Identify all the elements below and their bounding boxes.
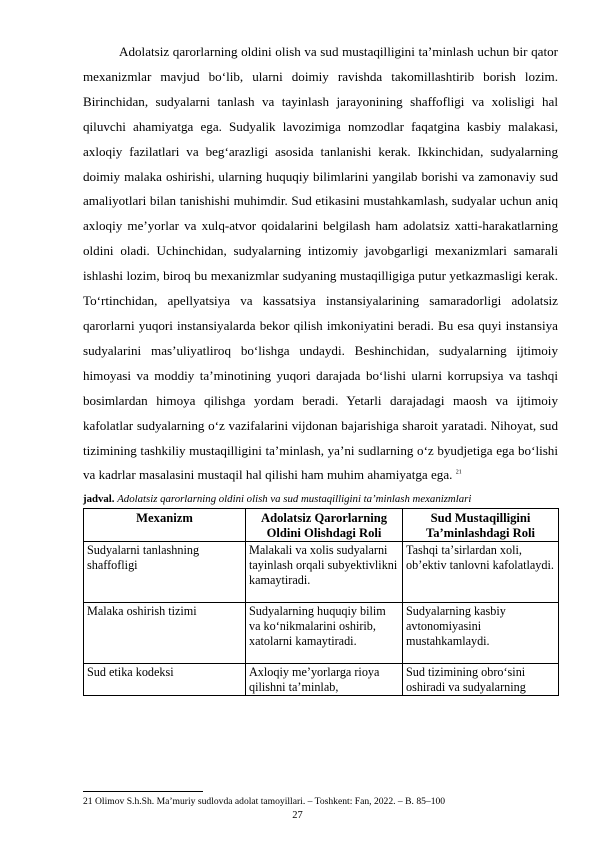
table-row bbox=[84, 664, 559, 696]
table-cell: Sudyalarning huquqiy bilim va koʻnikmalarini oshirib, xatolarni kamaytiradi. bbox=[246, 603, 403, 664]
table-cell: Sudyalarni tanlashning shaffofligi bbox=[84, 542, 246, 603]
footnote-reference: 21 bbox=[455, 470, 462, 477]
body-paragraph bbox=[83, 40, 558, 488]
table-cell: Sud etika kodeksi bbox=[84, 664, 246, 696]
table-cell: Malaka oshirish tizimi bbox=[84, 603, 246, 664]
mechanisms-table bbox=[83, 508, 559, 696]
table-cell: Tashqi taʼsirlardan xoli, obʼektiv tanlovni kafolatlaydi. bbox=[403, 542, 559, 603]
footnote: 21 Olimov S.h.Sh. Maʼmuriy sudlovda adolat tamoyillari. – Toshkent: Fan, 2022. – B. 85–100 bbox=[83, 796, 446, 807]
table-header-row bbox=[84, 509, 559, 542]
table-row bbox=[84, 542, 559, 603]
table-cell: Malakali va xolis sudyalarni tayinlash orqali subyektivlikni kamaytiradi. bbox=[246, 542, 403, 603]
header-mechanism: Mexanizm bbox=[84, 509, 246, 542]
table-caption-label: jadval. bbox=[83, 493, 115, 506]
header-independence-role: Sud Mustaqilligini Taʼminlashdagi Roli bbox=[403, 509, 559, 542]
page-content bbox=[83, 40, 558, 696]
table-row bbox=[84, 603, 559, 664]
table-caption-text: Adolatsiz qarorlarning oldini olish va sud mustaqilligini taʼminlash mexanizmlari bbox=[117, 493, 472, 506]
body-text: Adolatsiz qarorlarning oldini olish va sud mustaqilligini taʼminlash uchun bir qator mexanizmlar mavjud boʻlib, ularni doimiy ravishda takomillashtirib borish lozim. Birinchidan, sudyalarni tanlash va tayinlash jarayonining shaffofligi va xolisligi hal qiluvchi ahamiyatga ega. Sudyalik lavozimiga nomzodlar faqatgina kasbiy malakasi, axloqiy fazilatlari va begʻarazligi asosida tanlanishi kerak. Ikkinchidan, sudyalarning doimiy malaka oshirishi, ularning huquqiy bilimlarini yangilab borishi va zamonaviy sud amaliyotlari bilan tanishishi muhimdir. Sud etikasini mustahkamlash, sudyalar uchun aniq axloqiy meʼyorlar va xulq-atvor qoidalarini belgilash ham adolatsiz xatti-harakatlarning oldini oladi. Uchinchidan, sudyalarning intizomiy javobgarligi mexanizmlari samarali ishlashi lozim, biroq bu mexanizmlar sudyaning mustaqilligiga putur yetkazmasligi kerak. Toʻrtinchidan, apellyatsiya va kassatsiya instansiyalarining samaradorligi adolatsiz qarorlarni yuqori instansiyalarda bekor qilish imkoniyatini beradi. Bu esa quyi instansiya sudyalarini masʼuliyatliroq boʻlishga undaydi. Beshinchidan, sudyalarning ijtimoiy himoyasi va moddiy taʼminotining yuqori darajada boʻlishi ularni korrupsiya va tashqi bosimlardan himoya qilishga yordam beradi. Yetarli darajadagi maosh va ijtimoiy kafolatlar sudyalarning oʻz vazifalarini vijdonan bajarishiga sharoit yaratadi. Nihoyat, sud tizimining tashkiliy mustaqilligini taʼminlash, yaʼni sudlarning oʻz byudjetiga ega boʻlishi va kadrlar masalasini mustaqil hal qilishi ham muhim ahamiyatga ega. bbox=[83, 44, 558, 483]
footnote-divider bbox=[83, 791, 203, 792]
table-cell: Axloqiy meʼyorlarga rioya qilishni taʼminlab, bbox=[246, 664, 403, 696]
page-number: 27 bbox=[292, 810, 303, 821]
header-prevention-role: Adolatsiz Qarorlarning Oldini Olishdagi Roli bbox=[246, 509, 403, 542]
table-cell: Sud tizimining obroʻsini oshiradi va sudyalarning bbox=[403, 664, 559, 696]
table-cell: Sudyalarning kasbiy avtonomiyasini mustahkamlaydi. bbox=[403, 603, 559, 664]
table-caption bbox=[83, 492, 558, 506]
